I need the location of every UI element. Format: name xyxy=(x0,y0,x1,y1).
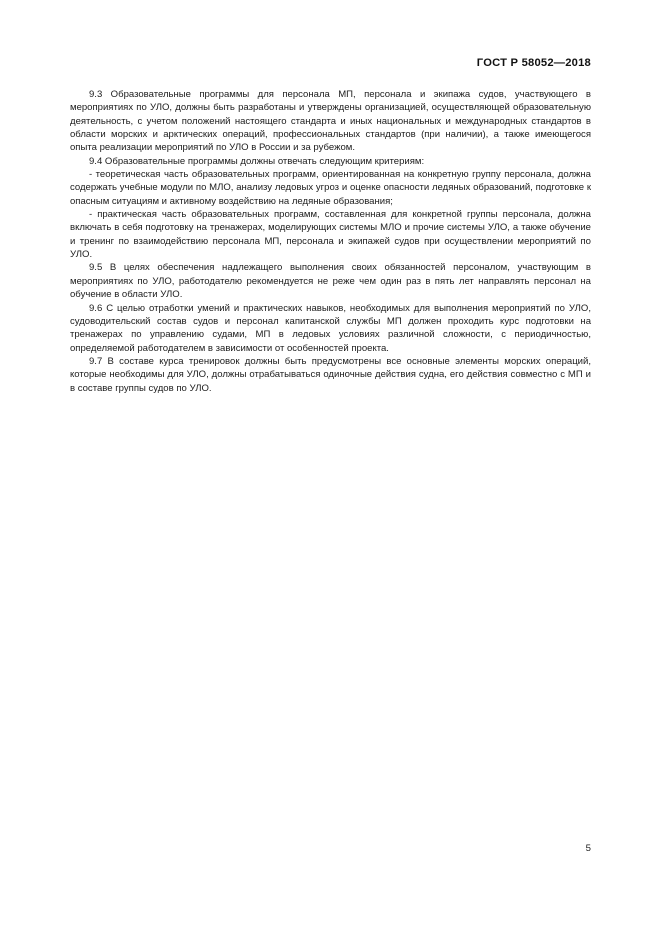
paragraph-9-6: 9.6 С целью отработки умений и практических навыков, необходимых для выполнения мероприятий по УЛО, судоводительский состав судов и персонал капитанской службы МП должен проходить курс подготовки на тренажерах по управлению судами, МП в ледовых условиях различной сложности, с периодичностью, определяемой работодателем в зависимости от особенностей проекта. xyxy=(70,302,591,354)
running-header-standard-number: ГОСТ Р 58052—2018 xyxy=(476,57,591,69)
paragraph-9-4-theory-bullet: - теоретическая часть образовательных программ, ориентированная на конкретную группу персонала, должна содержать учебные модули по МЛО, анализу ледовых угроз и оценке опасности ледяных образований, подготовке к опасным ситуациям и активному воздействию на ледяные образования; xyxy=(70,169,591,207)
paragraph-9-4: 9.4 Образовательные программы должны отвечать следующим критериям: xyxy=(89,155,425,167)
paragraph-9-3: 9.3 Образовательные программы для персонала МП, персонала и экипажа судов, участвующего в мероприятиях по УЛО, должны быть разработаны и утверждены организацией, осуществляющей образовательную деятельность, с учетом положений настоящего стандарта и иных национальных и международных стандартов в области морских и арктических операций, профессиональных стандартов (при наличии), а также имеющегося опыта реализации мероприятий по УЛО в России и за рубежом. xyxy=(70,89,591,154)
paragraph-9-5: 9.5 В целях обеспечения надлежащего выполнения своих обязанностей персоналом, участвующим в мероприятиях по УЛО, работодателю рекомендуется не реже чем один раз в пять лет направлять персонал на обучение в области УЛО. xyxy=(70,262,591,301)
page-number: 5 xyxy=(585,843,591,854)
paragraph-9-7: 9.7 В составе курса тренировок должны быть предусмотрены все основные элементы морских операций, которые необходимы для УЛО, должны отрабатываться одиночные действия судна, его действия совместно с МП и в составе группы судов по УЛО. xyxy=(70,355,591,394)
paragraph-9-4-practice-bullet: - практическая часть образовательных программ, составленная для конкретной группы персонала, должна включать в себя подготовку на тренажерах, моделирующих системы МЛО и прочие системы УЛО, а также обучение и тренинг по взаимодействию персонала МП, персонала и экипажей судов при осуществлении мероприятий по УЛО. xyxy=(70,209,591,261)
document-body xyxy=(70,88,591,395)
